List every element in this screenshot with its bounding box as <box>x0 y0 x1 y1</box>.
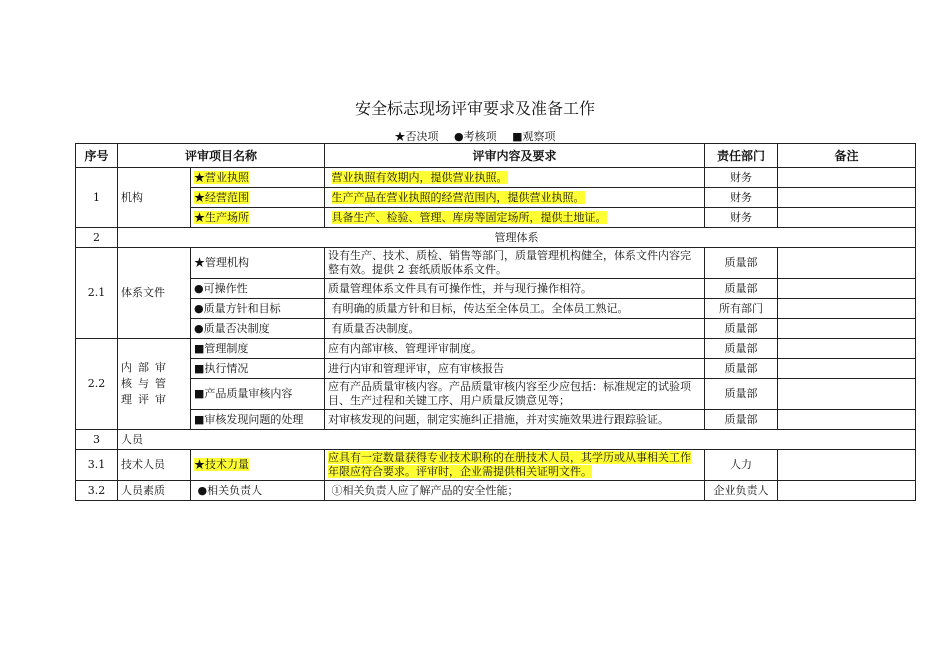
header-no: 序号 <box>76 144 118 168</box>
group-name: 人员素质 <box>118 481 191 501</box>
item-remark <box>778 379 916 410</box>
item-department: 质量部 <box>705 248 778 279</box>
item-name: ★经营范围 <box>191 188 325 208</box>
item-department: 所有部门 <box>705 299 778 319</box>
legend <box>0 128 950 144</box>
table-row <box>76 279 916 299</box>
group-name: 技术人员 <box>118 450 191 481</box>
item-requirement: 质量管理体系文件具有可操作性，并与现行操作相符。 <box>325 279 705 299</box>
item-remark <box>778 450 916 481</box>
item-remark <box>778 339 916 359</box>
table-row <box>76 299 916 319</box>
item-name: ●相关负责人 <box>191 481 325 501</box>
item-requirement: 对审核发现的问题，制定实施纠正措施，并对实施效果进行跟踪验证。 <box>325 410 705 430</box>
item-remark <box>778 208 916 228</box>
table-row <box>76 168 916 188</box>
table-row <box>76 188 916 208</box>
item-department: 质量部 <box>705 279 778 299</box>
item-remark <box>778 319 916 339</box>
header-row <box>76 144 916 168</box>
item-name: ★生产场所 <box>191 208 325 228</box>
item-requirement: 营业执照有效期内，提供营业执照。 <box>325 168 705 188</box>
item-department: 财务 <box>705 188 778 208</box>
table-row <box>76 208 916 228</box>
item-requirement: 设有生产、技术、质检、销售等部门，质量管理机构健全，体系文件内容完整有效。提供 2 套纸质版体系文件。 <box>325 248 705 279</box>
item-requirement: 有质量否决制度。 <box>325 319 705 339</box>
item-name: ★营业执照 <box>191 168 325 188</box>
item-remark <box>778 410 916 430</box>
table-row <box>76 410 916 430</box>
item-requirement: 应具有一定数量获得专业技术职称的在册技术人员，其学历或从事相关工作年限应符合要求。评审时，企业需提供相关证明文件。 <box>325 450 705 481</box>
table-row <box>76 481 916 501</box>
item-department: 人力 <box>705 450 778 481</box>
group-name: 体系文件 <box>118 248 191 339</box>
table-row <box>76 339 916 359</box>
item-name: ■审核发现问题的处理 <box>191 410 325 430</box>
item-department: 质量部 <box>705 339 778 359</box>
item-department: 质量部 <box>705 410 778 430</box>
item-remark <box>778 279 916 299</box>
item-department: 质量部 <box>705 379 778 410</box>
item-name: ■产品质量审核内容 <box>191 379 325 410</box>
item-name: ●质量方针和目标 <box>191 299 325 319</box>
table-row <box>76 379 916 410</box>
section-title: 人员 <box>118 430 916 450</box>
item-remark <box>778 248 916 279</box>
item-remark <box>778 481 916 501</box>
item-department: 质量部 <box>705 359 778 379</box>
review-table <box>75 143 916 501</box>
row-number: 2.1 <box>76 248 118 339</box>
item-requirement: 应有内部审核、管理评审制度。 <box>325 339 705 359</box>
item-requirement: ①相关负责人应了解产品的安全性能； <box>325 481 705 501</box>
table-row <box>76 359 916 379</box>
item-department: 企业负责人 <box>705 481 778 501</box>
document-title: 安全标志现场评审要求及准备工作 <box>354 99 595 118</box>
item-department: 财务 <box>705 208 778 228</box>
item-requirement: 具备生产、检验、管理、库房等固定场所，提供土地证。 <box>325 208 705 228</box>
legend-assessment: ●考核项 <box>453 130 497 143</box>
item-name: ■管理制度 <box>191 339 325 359</box>
header-item-name: 评审项目名称 <box>118 144 325 168</box>
item-requirement: 有明确的质量方针和目标，传达至全体员工。全体员工熟记。 <box>325 299 705 319</box>
row-number: 3.2 <box>76 481 118 501</box>
section-row <box>76 228 916 248</box>
item-name: ★管理机构 <box>191 248 325 279</box>
legend-observation: ■观察项 <box>512 130 556 143</box>
table-row <box>76 319 916 339</box>
table-row <box>76 248 916 279</box>
header-requirements: 评审内容及要求 <box>325 144 705 168</box>
item-remark <box>778 188 916 208</box>
group-name: 机构 <box>118 168 191 228</box>
row-number: 3.1 <box>76 450 118 481</box>
legend-veto: ★否决项 <box>394 130 439 143</box>
header-department: 责任部门 <box>705 144 778 168</box>
item-department: 财务 <box>705 168 778 188</box>
row-number: 3 <box>76 430 118 450</box>
item-requirement: 进行内审和管理评审，应有审核报告 <box>325 359 705 379</box>
section-title: 管理体系 <box>118 228 916 248</box>
section-row <box>76 430 916 450</box>
item-department: 质量部 <box>705 319 778 339</box>
group-name: 内部审核与管理评审 <box>118 339 191 430</box>
item-remark <box>778 168 916 188</box>
row-number: 1 <box>76 168 118 228</box>
item-requirement: 生产产品在营业执照的经营范围内，提供营业执照。 <box>325 188 705 208</box>
item-remark <box>778 359 916 379</box>
item-remark <box>778 299 916 319</box>
item-requirement: 应有产品质量审核内容。产品质量审核内容至少应包括：标准规定的试验项目、生产过程和关键工序、用户质量反馈意见等； <box>325 379 705 410</box>
item-name: ■执行情况 <box>191 359 325 379</box>
item-name: ●质量否决制度 <box>191 319 325 339</box>
row-number: 2.2 <box>76 339 118 430</box>
item-name: ★技术力量 <box>191 450 325 481</box>
row-number: 2 <box>76 228 118 248</box>
table-row <box>76 450 916 481</box>
header-remarks: 备注 <box>778 144 916 168</box>
item-name: ●可操作性 <box>191 279 325 299</box>
